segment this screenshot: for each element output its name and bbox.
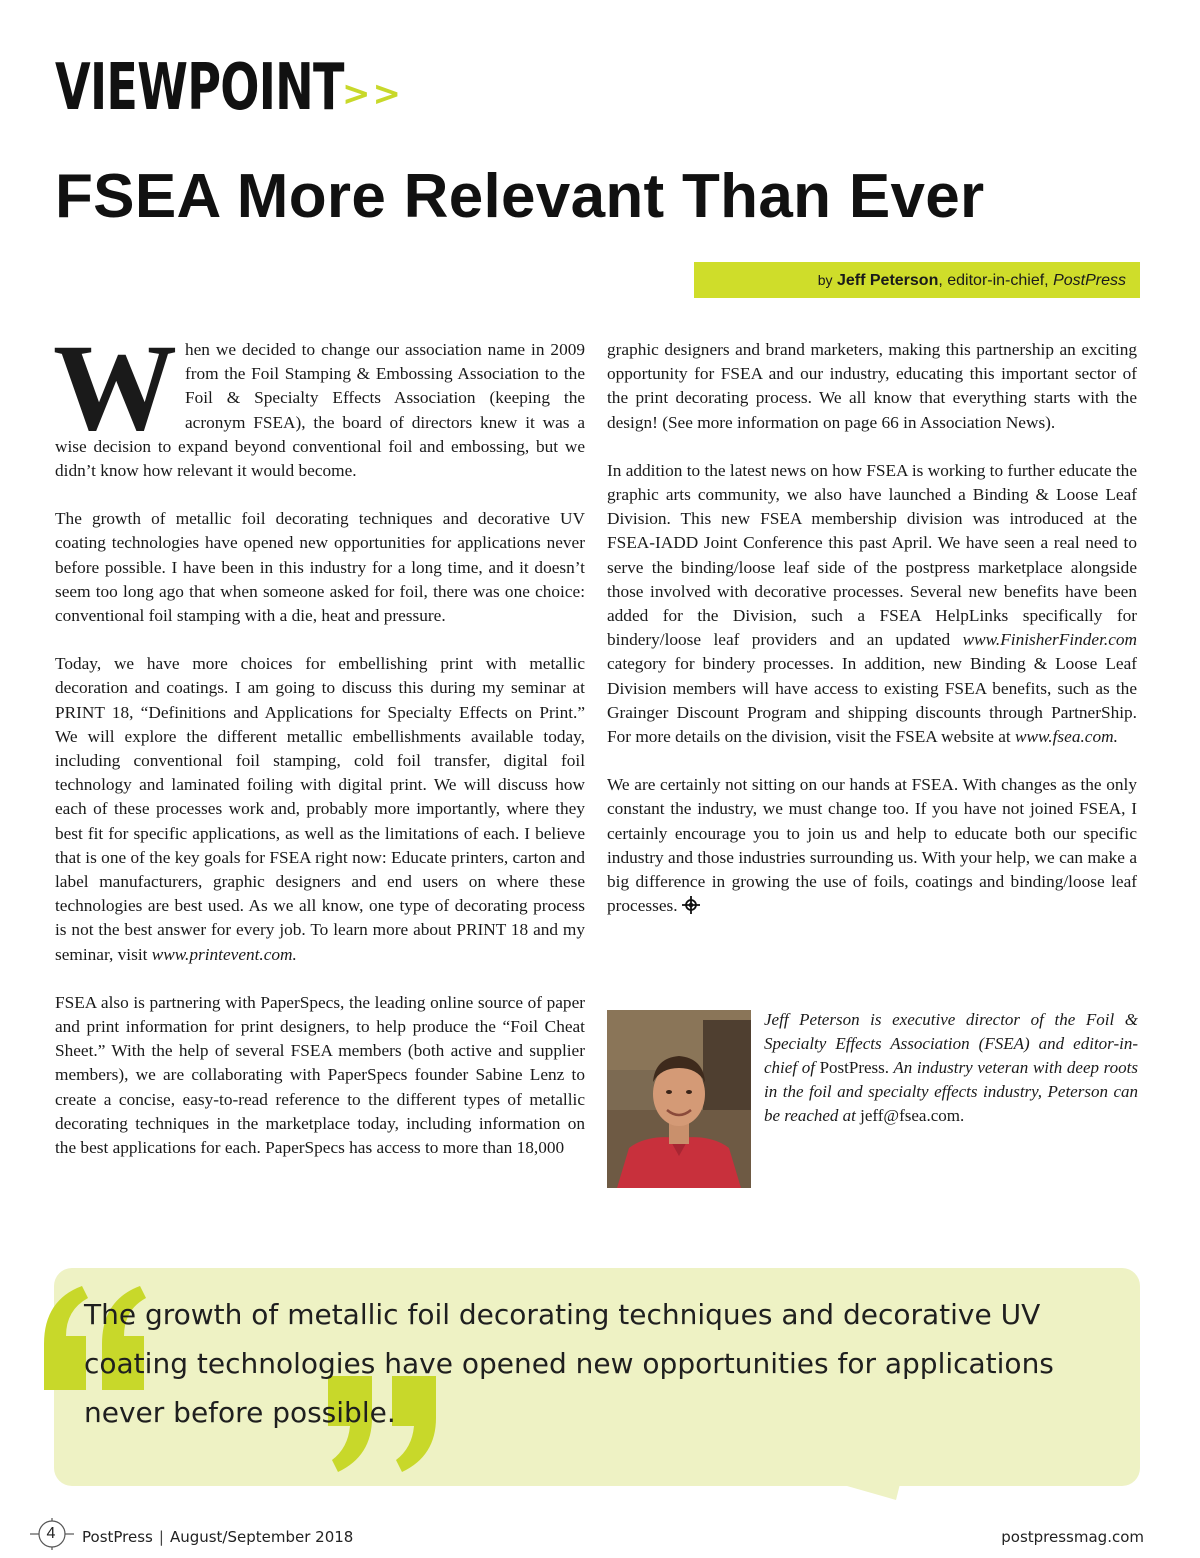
article-paragraph bbox=[607, 459, 1137, 749]
byline-role: , editor-in-chief, bbox=[938, 272, 1054, 289]
byline-by: by bbox=[817, 272, 833, 288]
footer-issue: August/September 2018 bbox=[169, 1528, 354, 1546]
section-arrows: >> bbox=[342, 74, 403, 114]
article-paragraph: graphic designers and brand marketers, making this partnership an exciting opportunity for FSEA and our industry, educating this important sector of the print decorating process. We all know that everything starts with the design! (See more information on page 66 in Association News). bbox=[607, 340, 1137, 432]
bio-text: Jeff Peterson is executive director of the Foil & Specialty Effects Association (FSEA) and editor-in-chief of bbox=[764, 1010, 1138, 1077]
article-column-right bbox=[607, 338, 1137, 942]
byline-author: Jeff Peterson bbox=[836, 272, 939, 289]
paragraph-text: hen we decided to change our association name in 2009 from the Foil Stamping & Embossing Association to the Foil & Specialty Effects Association (keeping the acronym FSEA), the board of directors knew it was a wise decision to expand beyond conventional foil and embossing, but we didn’t know how relevant it would become. bbox=[55, 340, 585, 481]
page-number: 4 bbox=[46, 1525, 56, 1542]
footer-publication-info bbox=[82, 1527, 353, 1547]
article-paragraph bbox=[53, 319, 585, 483]
footer-separator: | bbox=[158, 1528, 164, 1546]
bio-text: An industry veteran with deep roots in the foil and specialty effects industry, Peterson can be reached at bbox=[764, 1058, 1138, 1125]
footer-website[interactable]: postpressmag.com bbox=[1001, 1528, 1144, 1546]
byline bbox=[694, 262, 1140, 298]
paragraph-text: Today, we have more choices for embellishing print with metallic decoration and coatings. I am going to discuss this during my seminar at PRINT 18, “Definitions and Applications for Specialty Effects on Print.” We will explore the different metallic embellishments available today, including conventional foil stamping, cold foil transfer, digital foil technology and laminated foiling with digital print. We will discuss how each of these processes work and, probably more importantly, where they best fit for specific applications, as well as the limitations of each. I believe that is one of the key goals for FSEA right now: Educate printers, carton and label manufacturers, graphic designers and end users on where these technologies are best used. As we all know, one type of decorating process is not the best answer for every job. To learn more about PRINT 18 and my seminar, visit bbox=[55, 654, 585, 964]
section-label: VIEWPOINT bbox=[55, 51, 344, 125]
end-mark-icon bbox=[682, 896, 700, 914]
paragraph-text: We are certainly not sitting on our hands at FSEA. With changes as the only constant the industry, we must change too. If you have not joined FSEA, I certainly encourage you to join us and help to educate both our specific industry and those industries surrounding us. With your help, we can make a big difference in growing the use of foils, coatings and binding/loose leaf processes. bbox=[607, 775, 1137, 916]
finisherfinder-link[interactable]: www.FinisherFinder.com bbox=[962, 630, 1137, 650]
article-paragraph bbox=[607, 773, 1137, 918]
pull-quote-text: The growth of metallic foil decorating techniques and decorative UV coating technologies have opened new opportunities for applications never before possible. bbox=[84, 1298, 1054, 1429]
paragraph-text: In addition to the latest news on how FSEA is working to further educate the graphic arts community, we also have launched a Binding & Loose Leaf Division. This new FSEA membership division was introduced at the FSEA-IADD Joint Conference this past April. We have seen a real need to serve the binding/loose leaf side of the postpress marketplace alongside those involved with decorative processes. Several new benefits have been added for the Division, such a FSEA HelpLinks specifically for bindery/loose leaf providers and an updated bbox=[607, 460, 1137, 650]
article-headline: FSEA More Relevant Than Ever bbox=[55, 162, 985, 231]
author-photo bbox=[607, 1010, 751, 1188]
bio-publication: PostPress. bbox=[819, 1058, 890, 1077]
article-paragraph bbox=[55, 652, 585, 967]
printevent-link[interactable]: www.printevent.com. bbox=[151, 944, 297, 964]
pull-quote-tail bbox=[840, 1484, 900, 1514]
bio-email[interactable]: jeff@fsea.com. bbox=[860, 1106, 965, 1125]
byline-publication: PostPress bbox=[1053, 272, 1126, 289]
author-bio bbox=[764, 1008, 1138, 1128]
article-paragraph: FSEA also is partnering with PaperSpecs, the leading online source of paper and print information for print designers, to help produce the “Foil Cheat Sheet.” With the help of several FSEA members (both active and supplier members), we are collaborating with PaperSpecs founder Sabine Lenz to create a concise, easy-to-read reference to the different types of metallic decorating techniques in the marketplace today, including information on the best applications for each. PaperSpecs has access to more than 18,000 bbox=[55, 992, 585, 1158]
fsea-website-link[interactable]: www.fsea.com. bbox=[1015, 727, 1118, 747]
paragraph-text: category for bindery processes. In addition, new Binding & Loose Leaf Division members will have access to existing FSEA benefits, such as the Grainger Discount Program and shipping discounts through PartnerShip. For more details on the division, visit the FSEA website at bbox=[607, 654, 1137, 747]
drop-cap: W bbox=[53, 319, 177, 456]
article-paragraph: The growth of metallic foil decorating techniques and decorative UV coating technologies have opened new opportunities for applications never before possible. I have been in this industry for a long time, and it doesn’t seem too long ago that when someone asked for foil, there was one choice: conventional foil stamping with a die, heat and pressure. bbox=[55, 509, 585, 626]
footer-publication: PostPress bbox=[82, 1528, 153, 1546]
article-column-left bbox=[53, 319, 585, 1184]
